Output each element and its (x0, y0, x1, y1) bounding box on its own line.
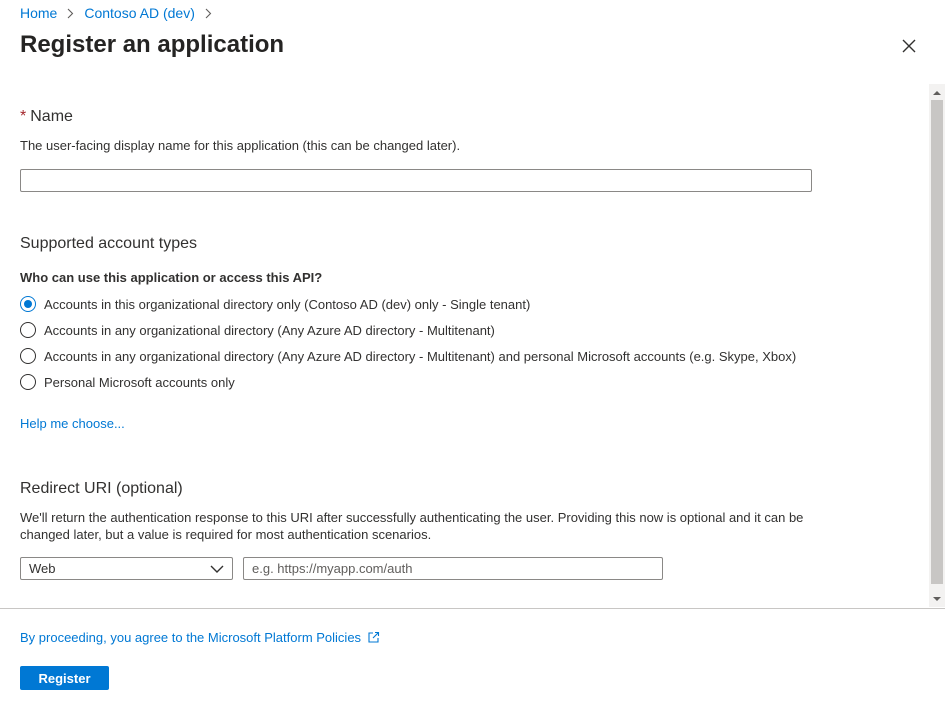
radio-label: Accounts in any organizational directory (Any Azure AD directory - Multitenant) (44, 322, 495, 338)
platform-policies-link[interactable]: By proceeding, you agree to the Microsoft Platform Policies (20, 630, 362, 645)
radio-label: Personal Microsoft accounts only (44, 374, 235, 390)
redirect-uri-heading: Redirect URI (optional) (20, 480, 183, 497)
radio-unselected[interactable] (20, 322, 36, 338)
account-type-option-personal[interactable] (20, 374, 235, 390)
breadcrumb (20, 5, 214, 21)
account-type-option-multitenant-personal[interactable] (20, 348, 796, 364)
scroll-down-arrow-icon[interactable] (929, 592, 945, 606)
help-me-choose-link[interactable]: Help me choose... (20, 416, 125, 431)
breadcrumb-directory-link[interactable]: Contoso AD (dev) (84, 5, 195, 21)
platform-select[interactable] (20, 557, 233, 580)
name-label: Name (30, 108, 73, 125)
scrollbar-thumb[interactable] (931, 100, 943, 584)
account-types-heading: Supported account types (20, 235, 198, 252)
policies-row (20, 630, 380, 645)
vertical-scrollbar[interactable] (929, 84, 945, 607)
name-description: The user-facing display name for this application (this can be changed later). (20, 138, 461, 153)
required-marker: * (20, 108, 27, 125)
radio-unselected[interactable] (20, 374, 36, 390)
radio-selected[interactable] (20, 296, 36, 312)
redirect-uri-input[interactable] (243, 557, 663, 580)
close-icon[interactable] (900, 37, 918, 55)
page-title: Register an application (20, 31, 285, 58)
platform-select-value: Web (29, 561, 56, 576)
chevron-right-icon (203, 8, 214, 19)
radio-label: Accounts in any organizational directory (Any Azure AD directory - Multitenant) and personal Microsoft accounts (e.g. Skype, Xbox) (44, 348, 797, 364)
account-type-option-single-tenant[interactable] (20, 296, 530, 312)
name-input[interactable] (20, 169, 812, 192)
chevron-right-icon (65, 8, 76, 19)
breadcrumb-home-link[interactable]: Home (20, 5, 58, 21)
scroll-up-arrow-icon[interactable] (929, 86, 945, 100)
radio-label: Accounts in this organizational directory only (Contoso AD (dev) only - Single tenant) (44, 296, 531, 312)
name-section-label (20, 108, 73, 126)
redirect-uri-description: We'll return the authentication response to this URI after successfully authenticating the user. Providing this now is optional and it can be changed later, but a value is required for most authentication scenarios. (20, 510, 804, 542)
radio-unselected[interactable] (20, 348, 36, 364)
account-type-option-multitenant[interactable] (20, 322, 495, 338)
register-button[interactable]: Register (20, 666, 109, 690)
chevron-down-icon (210, 562, 224, 576)
footer-divider (0, 608, 945, 609)
external-link-icon[interactable] (367, 631, 380, 644)
account-types-question: Who can use this application or access this API? (20, 270, 323, 285)
